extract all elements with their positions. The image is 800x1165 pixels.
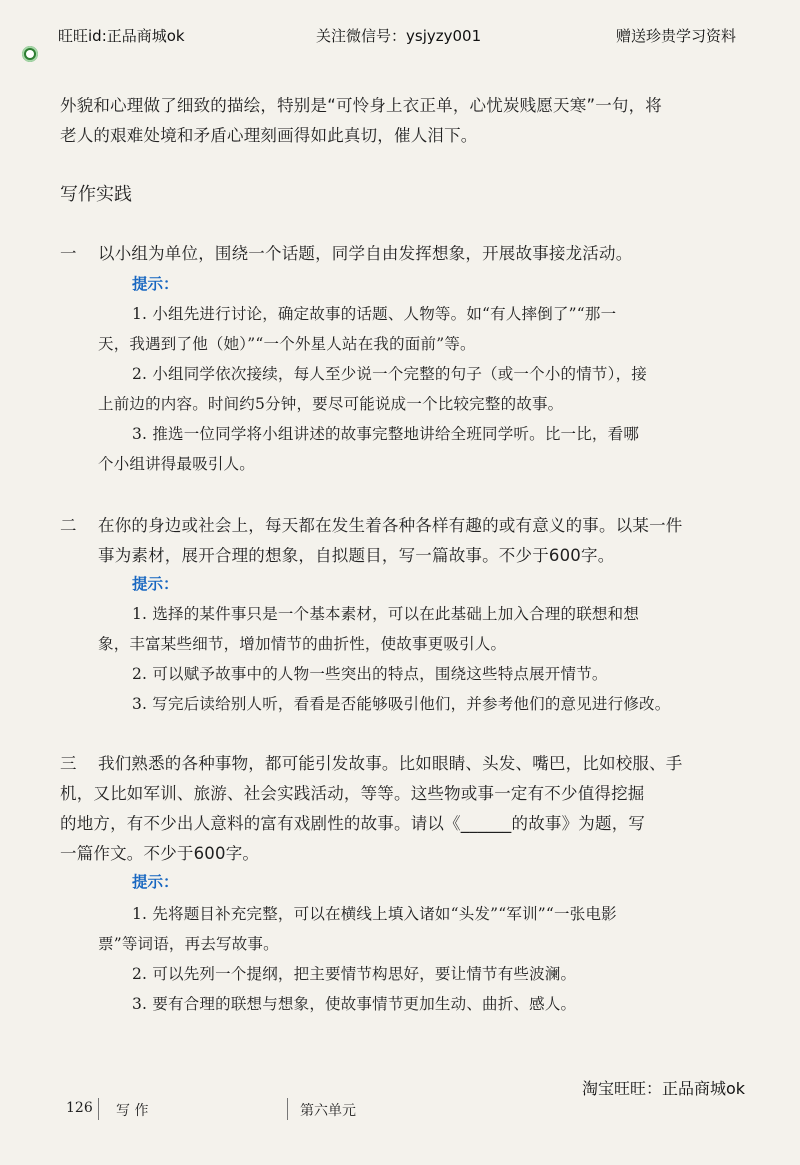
watermark-bottom: 淘宝旺旺：正品商城ok [582,1079,746,1098]
task-1-hint-4: 上前边的内容。时间约5分钟，要尽可能说成一个比较完整的故事。 [98,395,564,413]
task-1-hint-6: 个小组讲得最吸引人。 [98,455,256,473]
task-3-line-3: 的地方，有不少出人意料的富有戏剧性的故事。请以《______的故事》为题，写 [60,814,646,833]
task-1-hint-5: 3. 推选一位同学将小组讲述的故事完整地讲给全班同学听。比一比，看哪 [132,425,640,443]
task-1-number: 一 [60,244,77,263]
task-3-number: 三 [60,754,77,773]
task-2-hint-4: 3. 写完后读给别人听，看看是否能够吸引他们，并参考他们的意见进行修改。 [132,695,671,713]
intro-line-2: 老人的艰难处境和矛盾心理刻画得如此真切，催人泪下。 [60,126,478,145]
page-number: 126 [66,1100,93,1116]
task-3-hint-3: 2. 可以先列一个提纲，把主要情节构思好，要让情节有些波澜。 [132,965,577,983]
intro-line-1: 外貌和心理做了细致的描绘，特别是“可怜身上衣正单，心忧炭贱愿天寒”一句，将 [60,96,662,115]
task-3-hint-2: 票”等词语，再去写故事。 [98,935,279,953]
task-3-line-2: 机，又比如军训、旅游、社会实践活动，等等。这些物或事一定有不少值得挖掘 [60,784,645,803]
task-3-hint-4: 3. 要有合理的联想与想象，使故事情节更加生动、曲折、感人。 [132,995,577,1013]
watermark-right: 赠送珍贵学习资料 [616,27,737,45]
task-2-hint-label: 提示： [132,575,179,593]
footer-left-label: 写 作 [116,1103,149,1119]
task-2-hint-1: 1. 选择的某件事只是一个基本素材，可以在此基础上加入合理的联想和想 [132,605,640,623]
task-1-hint-1: 1. 小组先进行讨论，确定故事的话题、人物等。如“有人摔倒了”“那一 [132,305,617,323]
app-logo-icon [22,46,38,62]
task-3-line-1: 我们熟悉的各种事物，都可能引发故事。比如眼睛、头发、嘴巴，比如校服、手 [98,754,683,773]
task-2-line-2: 事为素材，展开合理的想象，自拟题目，写一篇故事。不少于600字。 [98,546,615,565]
task-1-line-1: 以小组为单位，围绕一个话题，同学自由发挥想象，开展故事接龙活动。 [98,244,633,263]
task-2-number: 二 [60,516,77,535]
watermark-left: 旺旺id:正品商城ok [58,27,185,45]
task-3-hint-label: 提示： [132,873,179,891]
section-title: 写作实践 [60,184,132,205]
task-2-line-1: 在你的身边或社会上，每天都在发生着各种各样有趣的或有意义的事。以某一件 [98,516,683,535]
task-3-hint-1: 1. 先将题目补充完整，可以在横线上填入诸如“头发”“军训”“一张电影 [132,905,617,923]
watermark-center: 关注微信号：ysjyzy001 [316,27,482,45]
task-1-hint-2: 天，我遇到了他（她）”“一个外星人站在我的面前”等。 [98,335,476,353]
task-2-hint-3: 2. 可以赋予故事中的人物一些突出的特点，围绕这些特点展开情节。 [132,665,608,683]
task-3-line-4: 一篇作文。不少于600字。 [60,844,260,863]
task-1-hint-label: 提示： [132,275,179,293]
footer-divider-left [98,1098,99,1120]
task-1-hint-3: 2. 小组同学依次接续，每人至少说一个完整的句子（或一个小的情节），接 [132,365,647,383]
footer-divider-right [287,1098,288,1120]
footer-right-label: 第六单元 [300,1103,356,1119]
task-2-hint-2: 象，丰富某些细节，增加情节的曲折性，使故事更吸引人。 [98,635,507,653]
